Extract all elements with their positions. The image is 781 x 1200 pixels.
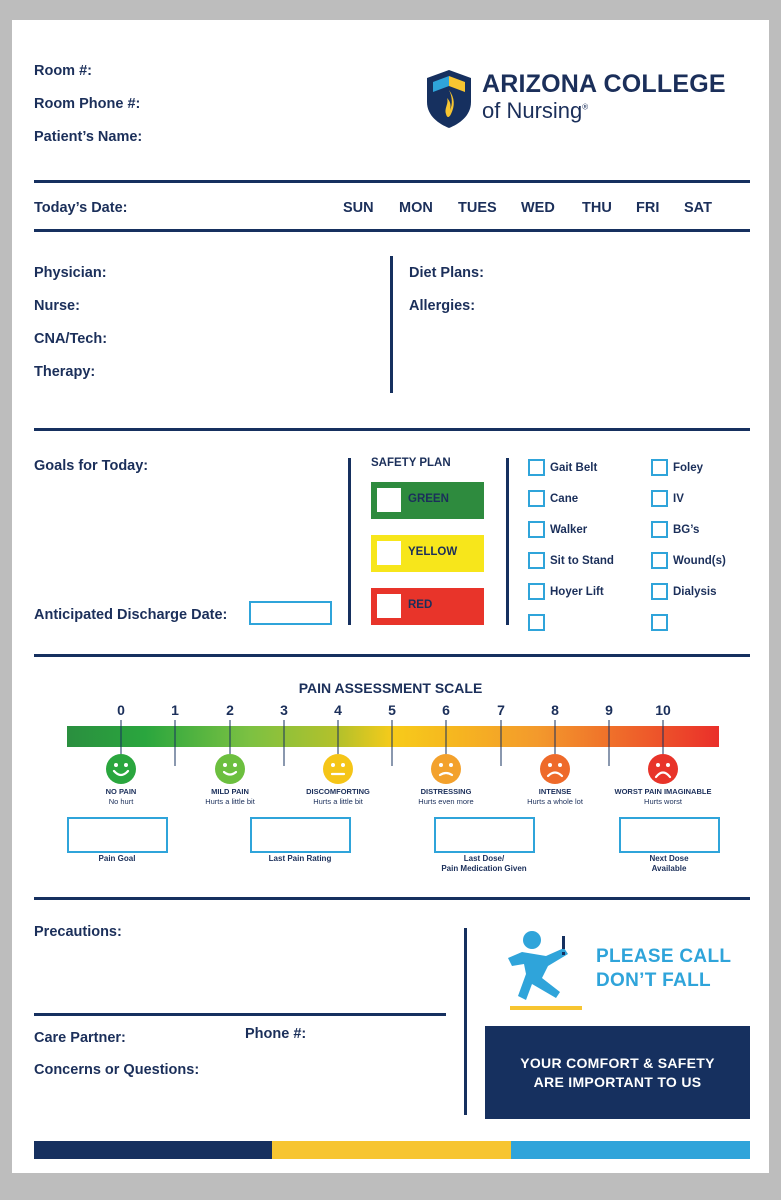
checkbox-label: Hoyer Lift [550,586,604,598]
pain-tick-label: 7 [497,702,505,718]
logo-title: ARIZONA COLLEGE [482,70,726,98]
divider [34,1013,446,1016]
checkbox-label: Gait Belt [550,462,598,474]
pain-tick-label: 1 [171,702,179,718]
checkbox-bgs[interactable] [651,521,668,538]
checkbox-hoyer-lift[interactable] [528,583,545,600]
pain-tick-label: 4 [334,702,342,718]
neutral-face-icon [322,753,354,785]
dont-fall-text: DON’T FALL [596,970,711,991]
safety-green-label: GREEN [408,493,449,505]
day-tues: TUES [458,200,497,216]
face-subtitle: Hurts a whole lot [527,797,583,806]
comfort-safety-banner [485,1026,750,1119]
checkbox-walker[interactable] [528,521,545,538]
face-title: WORST PAIN IMAGINABLE [614,787,712,796]
pain-tick-label: 3 [280,702,288,718]
pain-tick-label: 5 [388,702,396,718]
sad-face-icon [539,753,571,785]
checkbox-foley[interactable] [651,459,668,476]
safety-green-checkbox[interactable] [377,488,401,512]
last-dose-box[interactable] [434,817,535,853]
divider [34,229,750,232]
safety-green[interactable] [371,482,484,519]
face-title: NO PAIN [105,787,137,796]
face-subtitle: Hurts a little bit [205,797,255,806]
day-thu: THU [582,200,612,216]
day-mon: MON [399,200,433,216]
patient-name-label: Patient’s Name: [34,129,143,145]
crying-face-icon [647,753,679,785]
safety-red-label: RED [408,599,433,611]
divider [34,654,750,657]
face-subtitle: Hurts even more [418,797,474,806]
checkbox-label: BG’s [673,524,700,536]
diet-plans-label: Diet Plans: [409,265,484,281]
footer-band-navy [34,1141,272,1159]
checkbox-label: Dialysis [673,586,717,598]
checkbox-wounds[interactable] [651,552,668,569]
checkbox-label: Walker [550,524,588,536]
discharge-date-label: Anticipated Discharge Date: [34,607,228,623]
pain-tick-label: 9 [605,702,613,718]
room-label: Room #: [34,63,92,79]
discharge-date-box[interactable] [249,601,332,625]
checkbox-dialysis[interactable] [651,583,668,600]
checkbox-blank[interactable] [651,614,668,631]
goals-label: Goals for Today: [34,458,149,474]
precautions-label: Precautions: [34,924,122,940]
nurse-label: Nurse: [34,298,80,314]
room-phone-label: Room Phone #: [34,96,141,112]
divider [34,428,750,431]
last-pain-rating-box[interactable] [250,817,351,853]
please-call-text: PLEASE CALL [596,946,732,967]
face-title: MILD PAIN [211,787,249,796]
pain-tick-label: 2 [226,702,234,718]
shield-flame-icon [425,68,473,130]
checkbox-gait-belt[interactable] [528,459,545,476]
pain-tick-label: 0 [117,702,125,718]
divider [506,458,509,625]
safety-red[interactable] [371,588,484,625]
safety-yellow[interactable] [371,535,484,572]
pain-tick-label: 6 [442,702,450,718]
divider [348,458,351,625]
phone-label: Phone #: [245,1026,307,1042]
face-subtitle: Hurts a little bit [313,797,363,806]
face-subtitle: No hurt [108,797,134,806]
smile-face-icon [105,753,137,785]
physician-label: Physician: [34,265,107,281]
logo-subtitle: of Nursing® [482,98,589,123]
cna-label: CNA/Tech: [34,331,108,347]
pain-goal-label: Pain Goal [98,854,136,863]
comfort-line-1: YOUR COMFORT & SAFETY [520,1055,715,1071]
checkbox-label: IV [673,493,684,505]
checkbox-label: Foley [673,462,704,474]
safety-yellow-checkbox[interactable] [377,541,401,565]
care-partner-label: Care Partner: [34,1030,126,1046]
footer-band-gold [272,1141,511,1159]
therapy-label: Therapy: [34,364,96,380]
next-dose-box[interactable] [619,817,720,853]
todays-date-label: Today’s Date: [34,200,128,216]
safety-red-checkbox[interactable] [377,594,401,618]
day-wed: WED [521,200,555,216]
pain-tick-label: 8 [551,702,559,718]
day-sat: SAT [684,200,712,216]
checkbox-label: Sit to Stand [550,555,614,567]
whiteboard-sheet [12,20,769,1173]
concerns-label: Concerns or Questions: [34,1062,200,1078]
divider [34,897,750,900]
pain-scale-title: PAIN ASSESSMENT SCALE [298,680,483,696]
face-title: DISCOMFORTING [306,787,370,796]
frown-face-icon [430,753,462,785]
safety-yellow-label: YELLOW [408,546,458,558]
face-title: DISTRESSING [420,787,472,796]
wet-floor-fall-icon [502,926,586,1016]
allergies-label: Allergies: [409,298,476,314]
checkbox-blank[interactable] [528,614,545,631]
pain-goal-box[interactable] [67,817,168,853]
checkbox-sit-to-stand[interactable] [528,552,545,569]
next-dose-label: Next Dose Available [649,854,689,873]
safety-plan-title: SAFETY PLAN [371,457,451,469]
divider [390,256,393,393]
checkbox-label: Cane [550,493,579,505]
mild-smile-face-icon [214,753,246,785]
day-sun: SUN [343,200,374,216]
checkbox-cane[interactable] [528,490,545,507]
checkbox-label: Wound(s) [673,555,726,567]
divider [464,928,467,1115]
face-subtitle: Hurts worst [644,797,682,806]
day-fri: FRI [636,200,660,216]
last-pain-rating-label: Last Pain Rating [268,854,332,863]
face-title: INTENSE [538,787,572,796]
divider [34,180,750,183]
pain-tick-label: 10 [655,702,671,718]
checkbox-iv[interactable] [651,490,668,507]
last-dose-label: Last Dose/ Pain Medication Given [441,854,527,873]
footer-band-blue [511,1141,750,1159]
comfort-line-2: ARE IMPORTANT TO US [533,1074,702,1090]
